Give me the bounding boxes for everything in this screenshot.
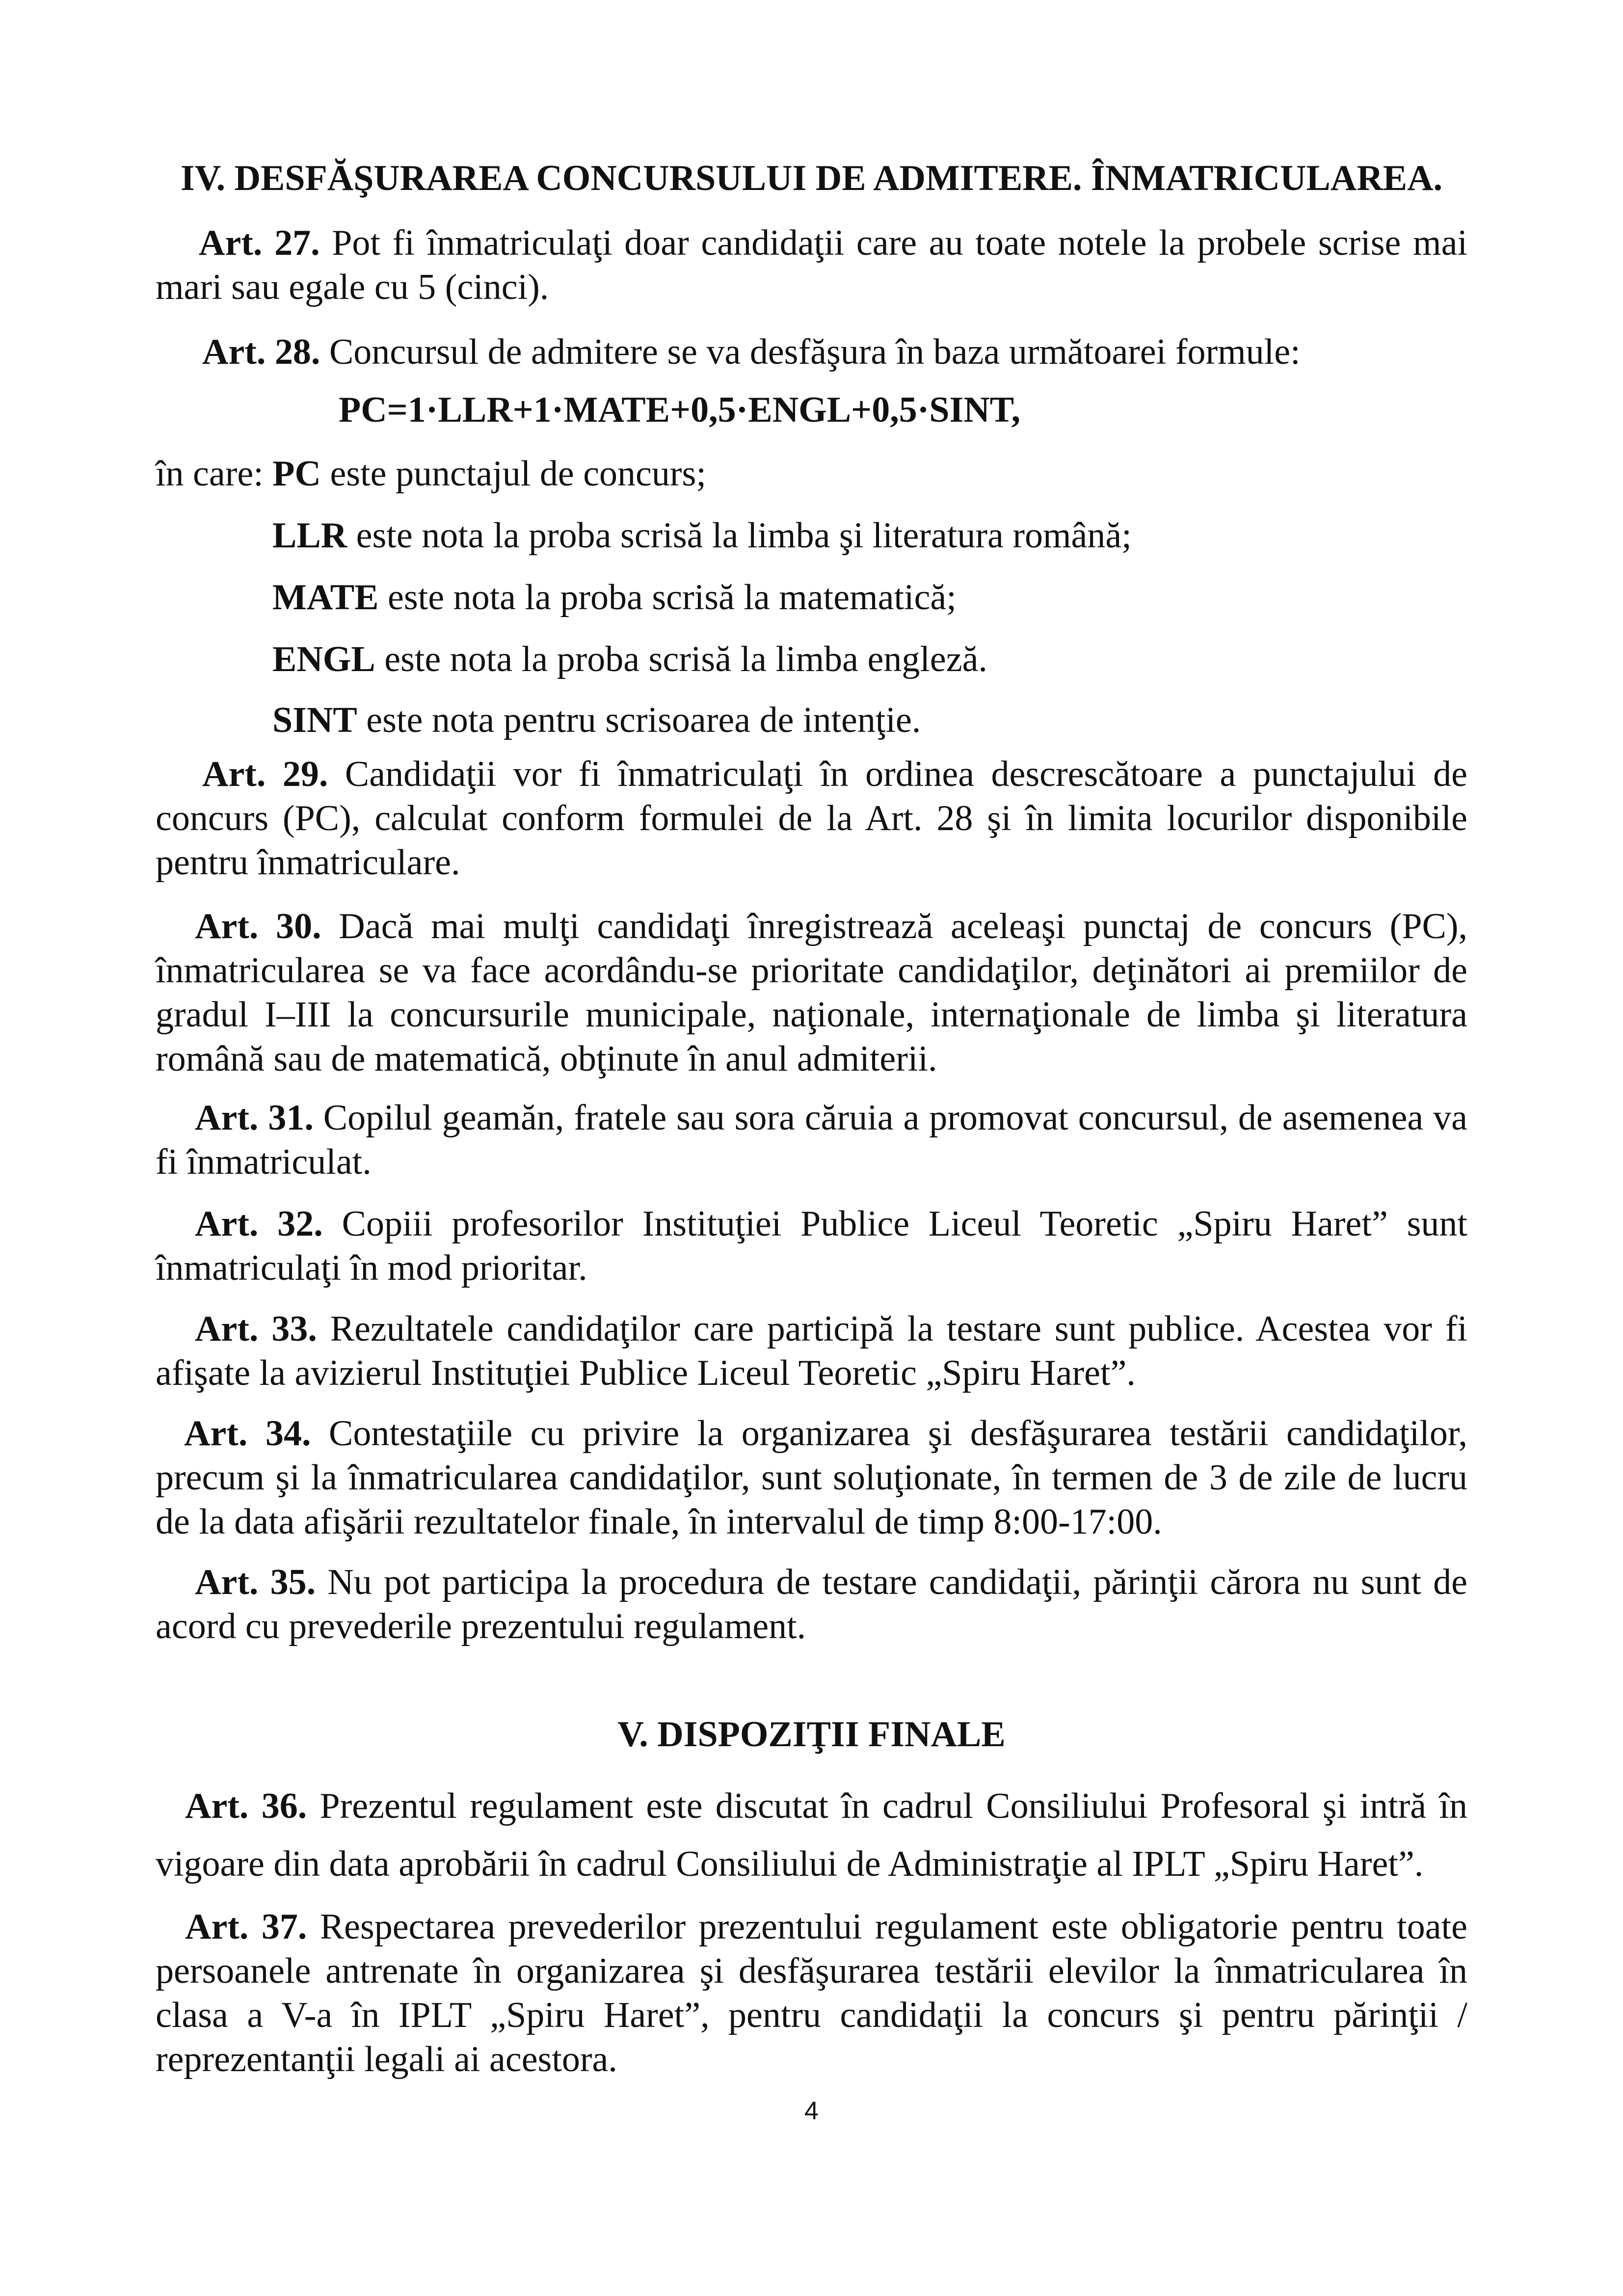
page-number: 4 [804, 2097, 819, 2125]
article-label: Art. 35. [195, 1562, 316, 1602]
article-28 [156, 330, 1467, 374]
article-text: Concursul de admitere se va desfăşura în baza următoarei formule: [320, 332, 1301, 372]
article-33 [156, 1307, 1467, 1395]
article-32 [156, 1202, 1467, 1290]
definition-term: SINT [272, 700, 357, 740]
formula-definition-mate [272, 575, 957, 620]
article-label: Art. 32. [195, 1204, 323, 1244]
article-label: Art. 34. [184, 1413, 311, 1454]
definition-desc: este nota la proba scrisă la limba şi literatura română; [347, 515, 1132, 556]
definition-term: LLR [272, 515, 347, 556]
formula-definition-pc [156, 452, 706, 496]
definition-desc: este punctajul de concurs; [320, 454, 706, 494]
article-text: Dacă mai mulţi candidaţi înregistrează aceleaşi punctaj de concurs (PC), înmatricularea se va face acordându-se prioritate candidaţilor, deţinători ai premiilor de gradul I–III la concursurile municipale, naţionale, internaţionale de limba şi literatura română sau de matematică, obţinute în anul admiterii. [156, 906, 1467, 1079]
article-text: Candidaţii vor fi înmatriculaţi în ordinea descrescătoare a punctajului de concurs (PC), calculat conform formulei de la Art. 28 şi în limita locurilor disponibile pentru înmatriculare. [156, 754, 1467, 883]
definition-term: ENGL [272, 639, 375, 679]
definition-desc: este nota la proba scrisă la limba engleză. [375, 639, 987, 679]
article-label: Art. 36. [185, 1786, 307, 1826]
article-label: Art. 31. [195, 1098, 314, 1138]
article-27 [156, 221, 1467, 309]
definition-term: MATE [272, 577, 379, 618]
article-text: Nu pot participa la procedura de testare candidaţii, părinţii cărora nu sunt de acord cu prevederile prezentului regulament. [156, 1562, 1467, 1647]
definition-desc: este nota la proba scrisă la matematică; [378, 577, 957, 618]
formula-definition-sint [272, 698, 921, 742]
article-30 [156, 904, 1467, 1081]
admission-formula: PC=1·LLR+1·MATE+0,5·ENGL+0,5·SINT, [339, 390, 1021, 430]
article-label: Art. 37. [185, 1907, 307, 1947]
formula-definition-engl [272, 637, 987, 681]
article-label: Art. 29. [202, 754, 328, 794]
definition-intro: în care: [156, 454, 273, 494]
article-label: Art. 27. [199, 223, 320, 263]
article-label: Art. 30. [195, 906, 321, 946]
article-text: Copilul geamăn, fratele sau sora căruia a promovat concursul, de asemenea va fi înmatriculat. [156, 1098, 1467, 1182]
article-text: Prezentul regulament este discutat în cadrul Consiliului Profesoral şi intră în vigoare din data aprobării în cadrul Consiliului de Administraţie al IPLT „Spiru Haret”. [156, 1786, 1467, 1884]
section-v-heading: V. DISPOZIŢII FINALE [617, 1714, 1006, 1755]
article-text: Pot fi înmatriculaţi doar candidaţii care au toate notele la probele scrise mai mari sau egale cu 5 (cinci). [156, 223, 1467, 307]
article-31 [156, 1096, 1467, 1184]
article-35 [156, 1560, 1467, 1648]
article-37 [156, 1905, 1467, 2081]
formula-definition-llr [272, 513, 1132, 558]
article-label: Art. 28. [202, 332, 320, 372]
article-text: Rezultatele candidaţilor care participă la testare sunt publice. Acestea vor fi afişate la avizierul Instituţiei Publice Liceul Teoretic „Spiru Haret”. [156, 1309, 1467, 1393]
article-29 [156, 752, 1467, 885]
section-iv-heading: IV. DESFĂŞURAREA CONCURSULUI DE ADMITERE. ÎNMATRICULAREA. [180, 158, 1443, 198]
article-text: Contestaţiile cu privire la organizarea şi desfăşurarea testării candidaţilor, precum şi la înmatricularea candidaţilor, sunt soluţionate, în termen de 3 de zile de lucru de la data afişării rezultatelor finale, în intervalul de timp 8:00-17:00. [156, 1413, 1467, 1542]
article-text: Copiii profesorilor Instituţiei Publice Liceul Teoretic „Spiru Haret” sunt înmatriculaţi în mod prioritar. [156, 1204, 1467, 1288]
article-34 [156, 1411, 1467, 1544]
article-label: Art. 33. [195, 1309, 317, 1349]
definition-term: PC [272, 454, 321, 494]
definition-desc: este nota pentru scrisoarea de intenţie. [357, 700, 921, 740]
article-36 [156, 1777, 1467, 1893]
article-text: Respectarea prevederilor prezentului regulament este obligatorie pentru toate persoanele antrenate în organizarea şi desfăşurarea testării elevilor la înmatricularea în clasa a V-a în IPLT „Spiru Haret”, pentru candidaţii la concurs şi pentru părinţii / reprezentanţii legali ai acestora. [156, 1907, 1467, 2080]
